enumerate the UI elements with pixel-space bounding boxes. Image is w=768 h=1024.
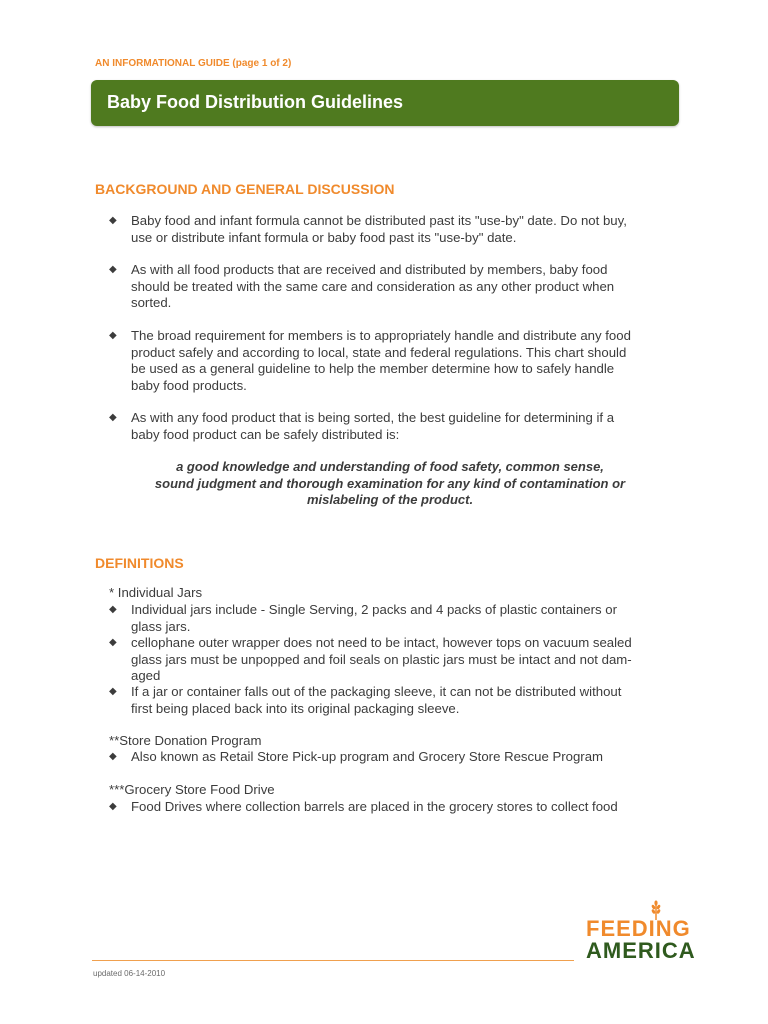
- line: As with all food products that are received and distributed by members, baby food: [131, 262, 608, 277]
- line: use or distribute infant formula or baby food past its "use-by" date.: [131, 229, 517, 245]
- diamond-bullet-icon: ◆: [109, 412, 117, 423]
- line: Individual jars include - Single Serving, 2 packs and 4 packs of plastic containers or: [131, 602, 617, 617]
- logo-line-2: AMERICA: [586, 938, 696, 963]
- list-item: [109, 410, 649, 443]
- updated-date: updated 06-14-2010: [93, 969, 166, 978]
- guideline-quote: [110, 459, 670, 509]
- title-bar: [91, 80, 679, 126]
- line: product safely and according to local, state and federal regulations. This chart should: [131, 344, 627, 360]
- logo-line-1: FEEDING: [586, 916, 691, 941]
- list-item: [109, 262, 649, 312]
- diamond-bullet-icon: ◆: [109, 330, 117, 341]
- line: glass jars.: [131, 618, 191, 634]
- diamond-bullet-icon: ◆: [109, 801, 117, 812]
- footer-divider: [92, 960, 574, 961]
- line: should be treated with the same care and consideration as any other product when: [131, 278, 615, 294]
- line: be used as a general guideline to help the member determine how to safely handle: [131, 361, 615, 376]
- diamond-bullet-icon: ◆: [109, 751, 117, 762]
- line: cellophane outer wrapper does not need to be intact, however tops on vacuum sealed: [131, 635, 632, 650]
- individual-jars-label: * Individual Jars: [109, 585, 203, 600]
- store-donation-label: **Store Donation Program: [109, 733, 262, 748]
- quote-line: sound judgment and thorough examination for any kind of contamination or: [154, 475, 626, 491]
- line: baby food product can be safely distributed is:: [131, 426, 400, 442]
- diamond-bullet-icon: ◆: [109, 686, 117, 697]
- list-item: [109, 635, 649, 685]
- line: first being placed back into its original packaging sleeve.: [131, 700, 460, 716]
- list-item: [109, 213, 649, 246]
- line: Also known as Retail Store Pick-up program and Grocery Store Rescue Program: [131, 749, 604, 764]
- line: sorted.: [131, 295, 172, 310]
- line: The broad requirement for members is to appropriately handle and distribute any food: [131, 328, 631, 343]
- page-title: Baby Food Distribution Guidelines: [107, 92, 404, 112]
- list-item: [109, 799, 649, 816]
- line: If a jar or container falls out of the packaging sleeve, it can not be distributed without: [131, 684, 622, 699]
- quote-line: a good knowledge and understanding of food safety, common sense,: [176, 459, 604, 474]
- line: glass jars must be unpopped and foil seals on plastic jars must be intact and not dam-: [131, 651, 632, 667]
- food-drive-label: ***Grocery Store Food Drive: [109, 782, 275, 797]
- diamond-bullet-icon: ◆: [109, 637, 117, 648]
- definitions-heading: DEFINITIONS: [95, 555, 184, 571]
- feeding-america-logo: [586, 900, 706, 962]
- line: Baby food and infant formula cannot be distributed past its "use-by" date. Do not buy,: [131, 213, 627, 228]
- quote-line: mislabeling of the product.: [306, 492, 474, 507]
- list-item: [109, 749, 649, 766]
- diamond-bullet-icon: ◆: [109, 264, 117, 275]
- diamond-bullet-icon: ◆: [109, 215, 117, 226]
- diamond-bullet-icon: ◆: [109, 604, 117, 615]
- line: As with any food product that is being sorted, the best guideline for determining if a: [131, 410, 615, 425]
- list-item: [109, 684, 649, 717]
- guide-label: AN INFORMATIONAL GUIDE (page 1 of 2): [95, 58, 292, 69]
- background-heading: BACKGROUND AND GENERAL DISCUSSION: [95, 181, 395, 197]
- line: Food Drives where collection barrels are placed in the grocery stores to collect food: [131, 799, 618, 814]
- line: baby food products.: [131, 377, 247, 393]
- list-item: [109, 602, 649, 635]
- list-item: [109, 328, 649, 394]
- line: aged: [131, 668, 161, 683]
